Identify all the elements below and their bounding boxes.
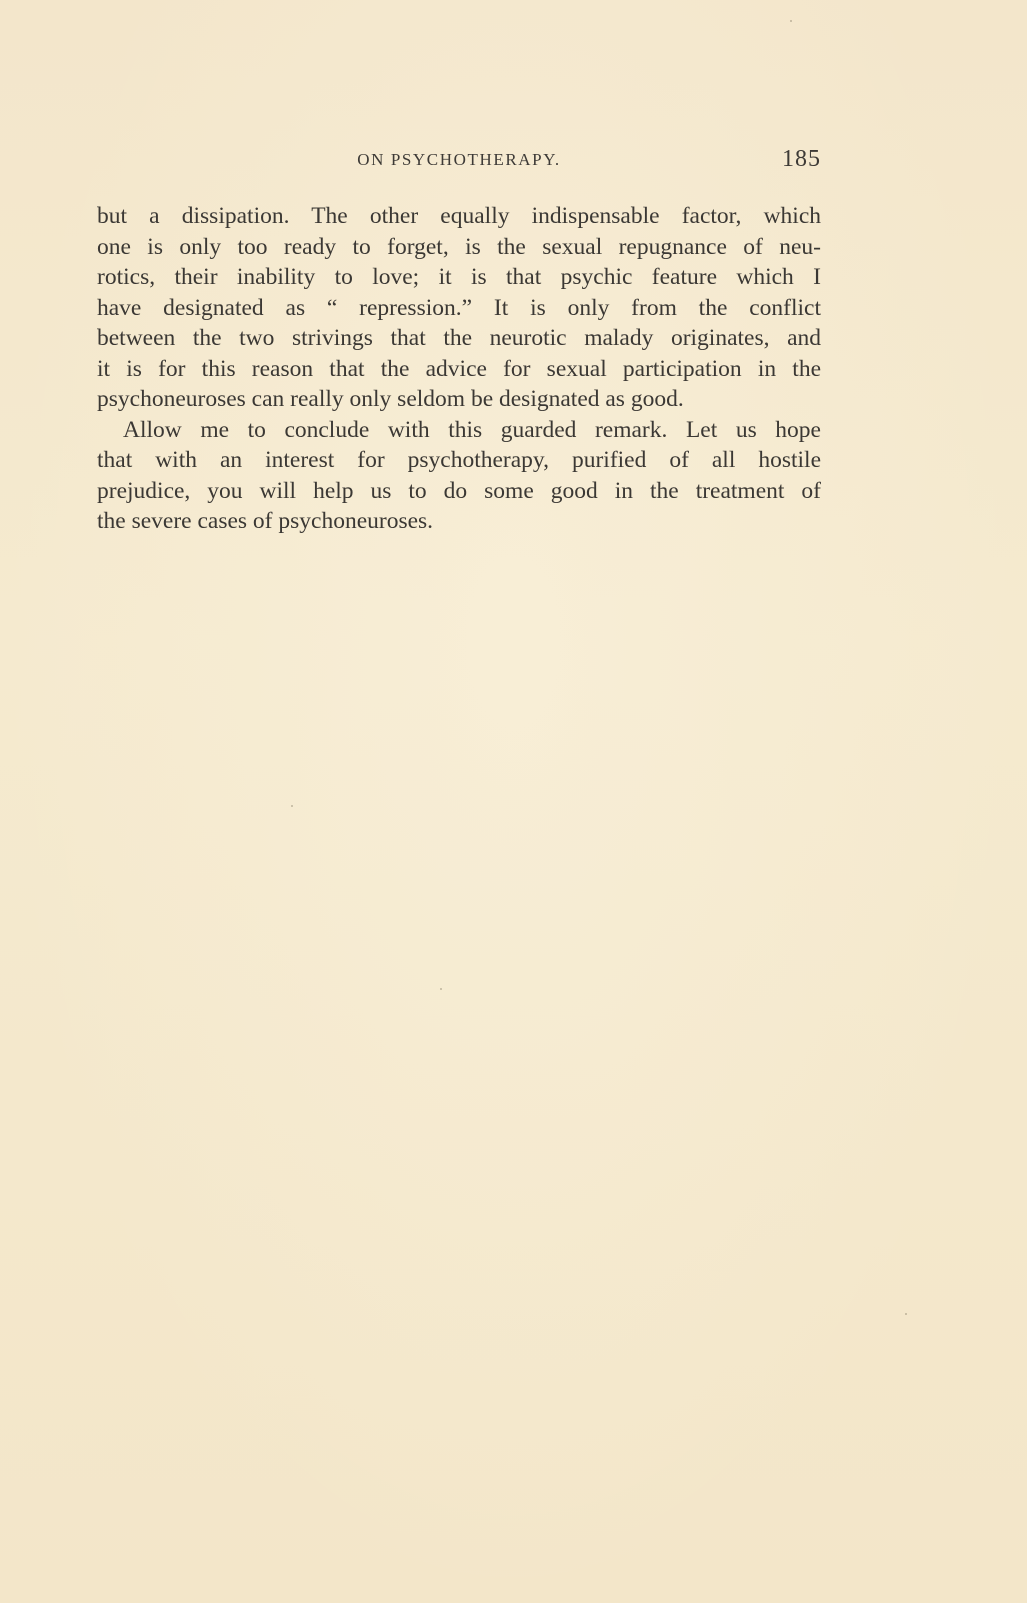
paragraph-1	[97, 201, 821, 415]
text-line: Allow me to conclude with this guarded remark. Let us hope	[123, 416, 821, 443]
text-line: but a dissipation. The other equally indispensable factor, which	[97, 203, 821, 229]
paper-speck	[790, 20, 792, 22]
paper-speck	[440, 988, 442, 990]
body-text	[97, 201, 821, 537]
text-line: the severe cases of psychoneuroses.	[97, 508, 434, 534]
text-line: prejudice, you will help us to do some good in the treatment of	[97, 477, 821, 504]
text-line: psychoneuroses can really only seldom be designated as good.	[97, 386, 684, 412]
text-line: that with an interest for psychotherapy, purified of all hostile	[97, 447, 821, 473]
paper-speck	[291, 805, 293, 807]
page-number: 185	[782, 146, 821, 172]
text-line: one is only too ready to forget, is the sexual repugnance of neu-	[97, 233, 821, 260]
text-line: have designated as “ repression.” It is only from the conflict	[97, 294, 821, 321]
text-line: between the two strivings that the neurotic malady originates, and	[97, 325, 821, 351]
running-head	[97, 146, 821, 174]
text-line: rotics, their inability to love; it is that psychic feature which I	[97, 264, 821, 290]
paragraph-2	[97, 415, 821, 537]
running-title: ON PSYCHOTHERAPY.	[357, 150, 561, 169]
paper-speck	[905, 1313, 907, 1315]
text-line: it is for this reason that the advice for sexual participation in the	[97, 355, 821, 382]
